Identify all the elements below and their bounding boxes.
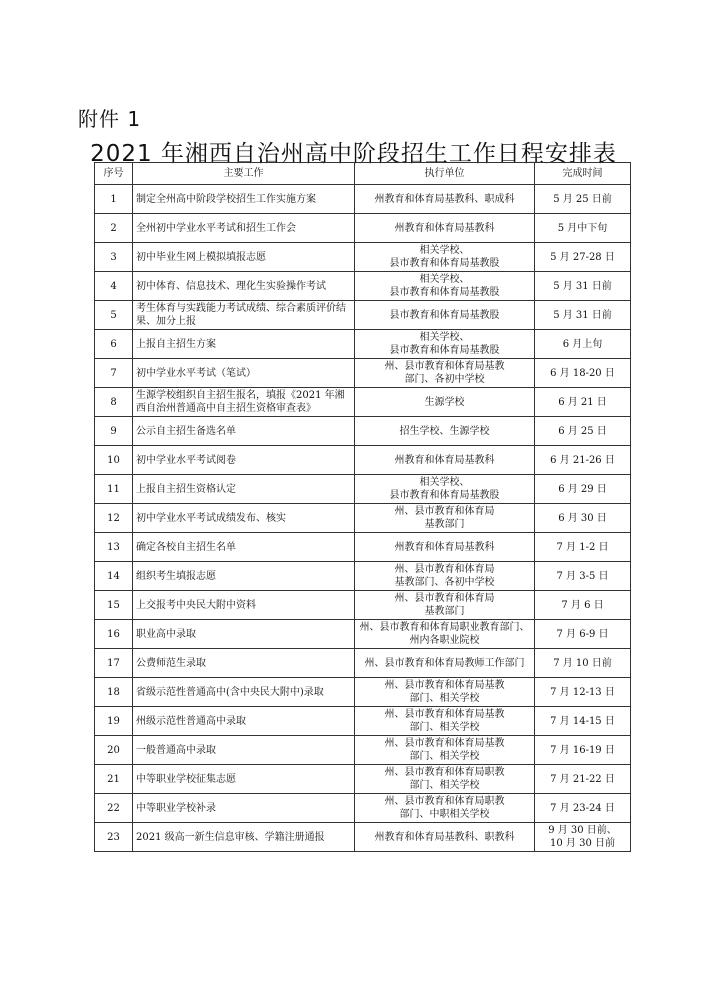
row-task: 公费师范生录取 [133,649,355,678]
row-task: 公示自主招生备选名单 [133,417,355,446]
row-time: 7 月 14-15 日 [535,707,631,736]
row-number: 8 [95,388,133,417]
row-time: 5 月 25 日前 [535,185,631,214]
row-task: 一般普通高中录取 [133,736,355,765]
table-row [95,591,631,620]
header-number: 序号 [95,163,133,185]
row-time: 6 月 21 日 [535,388,631,417]
table-row [95,620,631,649]
row-number: 6 [95,330,133,359]
row-number: 9 [95,417,133,446]
row-number: 14 [95,562,133,591]
header-task: 主要工作 [133,163,355,185]
table-row [95,417,631,446]
table-row [95,678,631,707]
row-unit: 州、县市教育和体育局职教 部门、相关学校 [355,765,535,794]
row-unit: 州教育和体育局基教科 [355,533,535,562]
attachment-label: 附件 1 [78,107,142,131]
row-time: 7 月 6 日 [535,591,631,620]
row-number: 23 [95,823,133,852]
row-time: 6 月 18-20 日 [535,359,631,388]
row-time: 6 月上旬 [535,330,631,359]
row-unit: 州、县市教育和体育局 基教部门、各初中学校 [355,562,535,591]
table-row [95,301,631,330]
row-number: 4 [95,272,133,301]
table-row [95,765,631,794]
schedule-table [94,162,631,852]
row-task: 初中学业水平考试成绩发布、核实 [133,504,355,533]
row-time: 6 月 25 日 [535,417,631,446]
row-unit: 州、县市教育和体育局 基教部门 [355,504,535,533]
row-unit: 相关学校、 县市教育和体育局基教股 [355,243,535,272]
row-number: 12 [95,504,133,533]
table-row [95,649,631,678]
row-unit: 州、县市教育和体育局职业教育部门、 州内各职业院校 [355,620,535,649]
row-unit: 州、县市教育和体育局职教 部门、中职相关学校 [355,794,535,823]
row-number: 1 [95,185,133,214]
row-number: 21 [95,765,133,794]
row-task: 考生体育与实践能力考试成绩、综合素质评价结果、加分上报 [133,301,355,330]
row-time: 6 月 30 日 [535,504,631,533]
table-row [95,185,631,214]
row-unit: 州教育和体育局基教科、职教科 [355,823,535,852]
row-task: 组织考生填报志愿 [133,562,355,591]
row-number: 11 [95,475,133,504]
row-task: 全州初中学业水平考试和招生工作会 [133,214,355,243]
row-time: 7 月 16-19 日 [535,736,631,765]
row-time: 5 月 27-28 日 [535,243,631,272]
table-row [95,272,631,301]
row-task: 上报自主招生方案 [133,330,355,359]
table-header-row [95,163,631,185]
row-unit: 招生学校、生源学校 [355,417,535,446]
row-task: 生源学校组织自主招生报名，填报《2021 年湘西自治州普通高中自主招生资格审查表》 [133,388,355,417]
row-number: 22 [95,794,133,823]
row-time: 7 月 21-22 日 [535,765,631,794]
table-row [95,562,631,591]
row-task: 上报自主招生资格认定 [133,475,355,504]
row-unit: 州、县市教育和体育局基教 部门、各初中学校 [355,359,535,388]
row-unit: 县市教育和体育局基教股 [355,301,535,330]
row-unit: 相关学校、 县市教育和体育局基教股 [355,272,535,301]
row-number: 20 [95,736,133,765]
row-unit: 州、县市教育和体育局教师工作部门 [355,649,535,678]
row-task: 确定各校自主招生名单 [133,533,355,562]
row-task: 省级示范性普通高中(含中央民大附中)录取 [133,678,355,707]
table-row [95,707,631,736]
row-unit: 州教育和体育局基教科 [355,214,535,243]
row-time: 5 月 31 日前 [535,301,631,330]
table-row [95,388,631,417]
row-unit: 生源学校 [355,388,535,417]
row-task: 2021 级高一新生信息审核、学籍注册通报 [133,823,355,852]
row-unit: 州教育和体育局基教科 [355,446,535,475]
row-time: 7 月 10 日前 [535,649,631,678]
header-unit: 执行单位 [355,163,535,185]
row-task: 初中体育、信息技术、理化生实验操作考试 [133,272,355,301]
row-number: 13 [95,533,133,562]
table-row [95,214,631,243]
row-unit: 相关学校、 县市教育和体育局基教股 [355,475,535,504]
row-number: 10 [95,446,133,475]
row-task: 制定全州高中阶段学校招生工作实施方案 [133,185,355,214]
row-number: 15 [95,591,133,620]
table-row [95,736,631,765]
table-row [95,330,631,359]
table-body [95,185,631,852]
row-unit: 州、县市教育和体育局基教 部门、相关学校 [355,707,535,736]
row-number: 17 [95,649,133,678]
row-time: 7 月 23-24 日 [535,794,631,823]
table-row [95,794,631,823]
table-row [95,823,631,852]
row-unit: 州、县市教育和体育局 基教部门 [355,591,535,620]
row-task: 初中学业水平考试（笔试） [133,359,355,388]
row-task: 上交报考中央民大附中资料 [133,591,355,620]
row-time: 7 月 1-2 日 [535,533,631,562]
table-row [95,446,631,475]
row-number: 19 [95,707,133,736]
row-task: 初中毕业生网上模拟填报志愿 [133,243,355,272]
table-row [95,475,631,504]
row-time: 9 月 30 日前、 10 月 30 日前 [535,823,631,852]
row-time: 7 月 12-13 日 [535,678,631,707]
table-row [95,359,631,388]
table-row [95,533,631,562]
document-title: 2021 年湘西自治州高中阶段招生工作日程安排表 [90,141,617,167]
row-task: 州级示范性普通高中录取 [133,707,355,736]
header-time: 完成时间 [535,163,631,185]
row-unit: 州、县市教育和体育局基教 部门、相关学校 [355,678,535,707]
row-number: 5 [95,301,133,330]
row-unit: 州教育和体育局基教科、职成科 [355,185,535,214]
row-task: 初中学业水平考试阅卷 [133,446,355,475]
table-row [95,243,631,272]
row-time: 5 月 31 日前 [535,272,631,301]
row-unit: 州、县市教育和体育局基教 部门、相关学校 [355,736,535,765]
row-time: 7 月 6-9 日 [535,620,631,649]
row-task: 中等职业学校补录 [133,794,355,823]
row-number: 16 [95,620,133,649]
row-number: 2 [95,214,133,243]
row-task: 职业高中录取 [133,620,355,649]
row-time: 6 月 29 日 [535,475,631,504]
row-task: 中等职业学校征集志愿 [133,765,355,794]
row-time: 7 月 3-5 日 [535,562,631,591]
row-time: 5 月中下旬 [535,214,631,243]
row-unit: 相关学校、 县市教育和体育局基教股 [355,330,535,359]
row-number: 7 [95,359,133,388]
row-number: 18 [95,678,133,707]
table-row [95,504,631,533]
row-time: 6 月 21-26 日 [535,446,631,475]
row-number: 3 [95,243,133,272]
